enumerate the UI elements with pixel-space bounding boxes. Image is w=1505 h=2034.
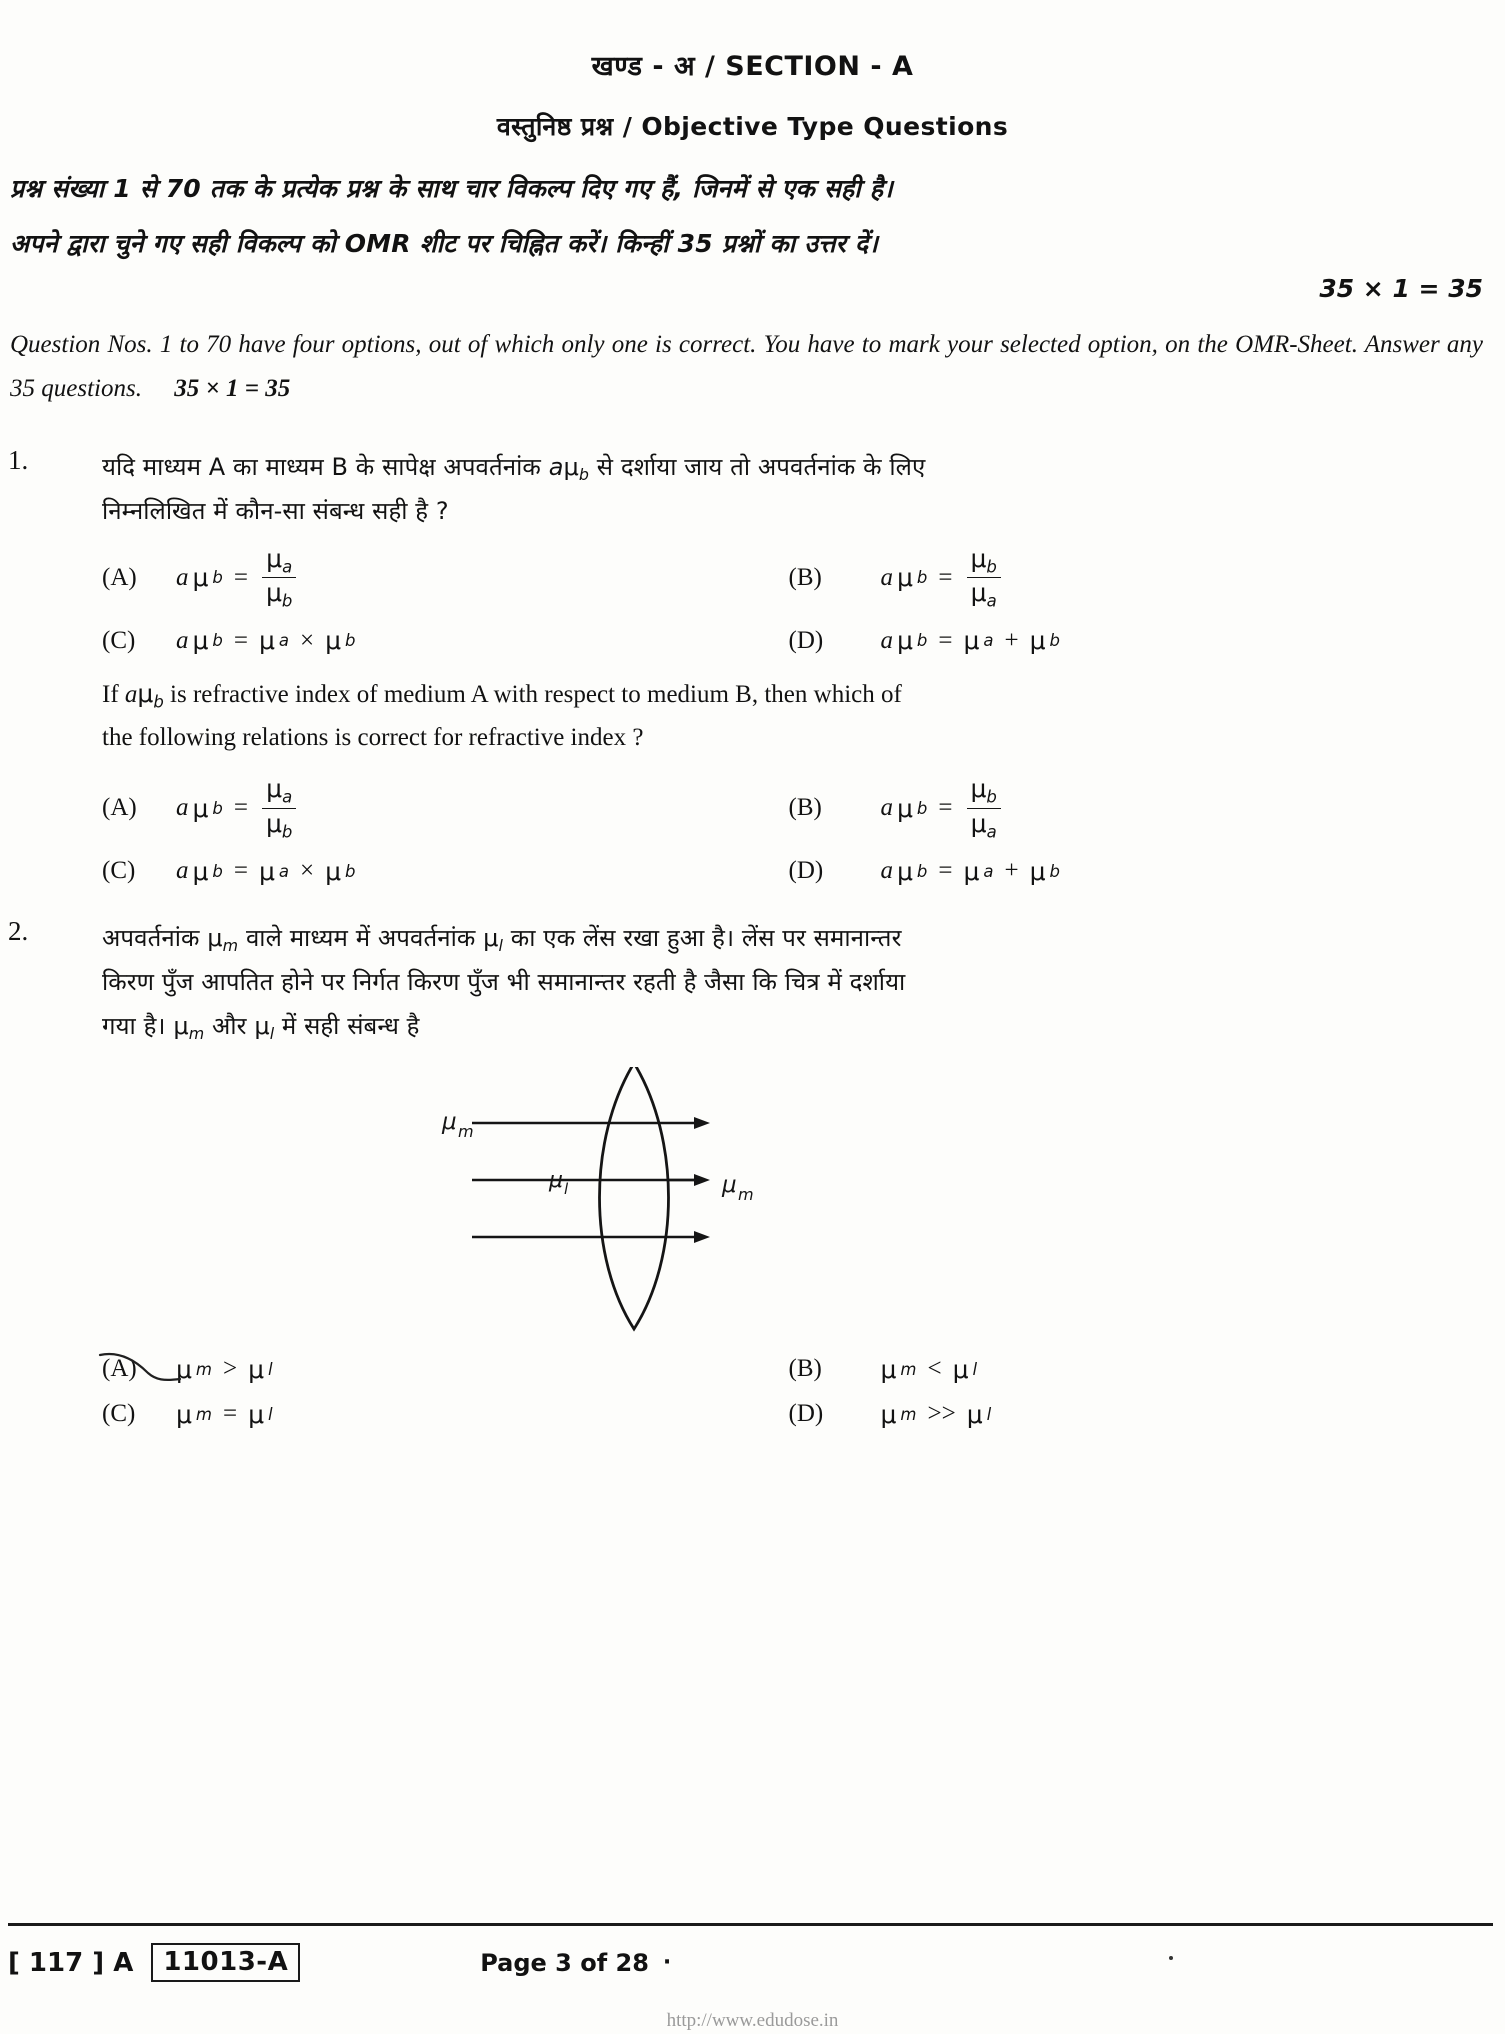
question-1-hindi-part-1: यदि माध्यम A का माध्यम B के सापेक्ष अपवर्तनांक xyxy=(102,452,541,481)
option-B-q2-tag: (B) xyxy=(788,1355,822,1383)
option-C-tag: (C) xyxy=(102,626,136,654)
svg-text:μ: μ xyxy=(549,1167,563,1193)
question-2-hindi-line-3b: और xyxy=(212,1012,247,1041)
footer-divider xyxy=(8,1923,1493,1926)
question-1-english xyxy=(102,673,1505,759)
option-B-en-expression: a μ b = $\frac{\mu_b}{\mu_a}$ xyxy=(881,775,1004,840)
question-2-hindi xyxy=(102,916,1505,1049)
mu-m-inline-2: $\mu_m$ xyxy=(173,1012,205,1044)
mu-l-inline-2: $\mu_l$ xyxy=(254,1012,275,1044)
option-D-q2-expression: μ m >> μ l xyxy=(880,1399,992,1429)
question-1-english-part-2: is refractive index of medium A with respect to medium B, then which of xyxy=(170,681,902,709)
option-D-expression: a μ b = μ a + μ b xyxy=(880,626,1061,656)
svg-text:m: m xyxy=(458,1121,474,1141)
scan-artifact-dot-icon xyxy=(1169,1956,1173,1960)
option-A-en-tag: (A) xyxy=(102,794,137,822)
option-A-en[interactable] xyxy=(102,775,789,840)
question-2-hindi-line-2: किरण पुँज आपतित होने पर निर्गत किरण पुँज भी समानान्तर रहती है जैसा कि चित्र में दर्शाया xyxy=(102,967,906,996)
question-2-hindi-line-3c: में सही संबन्ध है xyxy=(281,1012,420,1041)
question-2 xyxy=(0,916,1505,1429)
option-B-q2-expression: μ m < μ l xyxy=(880,1354,978,1384)
source-watermark: http://www.edudose.in xyxy=(666,2010,839,2031)
option-C-expression: a μ b = μ a × μ b xyxy=(176,626,356,656)
question-2-hindi-part-1: अपवर्तनांक xyxy=(102,923,200,952)
option-B-expression: a μ b = $\frac{\mu_b}{\mu_a}$ xyxy=(881,545,1004,610)
option-A-tag: (A) xyxy=(102,563,137,591)
option-D-q2-tag: (D) xyxy=(788,1400,824,1428)
question-2-hindi-part-2: वाले माध्यम में अपवर्तनांक xyxy=(245,923,476,952)
option-A-expression: a μ b = $\frac{\mu_a}{\mu_b}$ xyxy=(176,545,299,610)
option-B-q2[interactable] xyxy=(789,1355,1476,1384)
option-C-en-expression: a μ b = μ a × μ b xyxy=(176,856,356,886)
paper-code: 11013-A xyxy=(151,1943,300,1982)
footer-dot-icon: · xyxy=(662,1950,672,1975)
option-B[interactable] xyxy=(789,545,1476,610)
question-1-hindi-part-2: से दर्शाया जाय तो अपवर्तनांक के लिए xyxy=(596,452,926,481)
question-2-options xyxy=(102,1355,1505,1429)
option-C-en[interactable] xyxy=(102,857,789,886)
option-B-en[interactable] xyxy=(789,775,1476,840)
option-D-tag: (D) xyxy=(788,626,824,654)
question-1-hindi-line-2: निम्नलिखित में कौन-सा संबन्ध सही है ? xyxy=(102,496,449,525)
mu-m-inline-1: $\mu_m$ xyxy=(207,923,239,955)
question-1-hindi xyxy=(102,445,1505,534)
option-D-en-expression: a μ b = μ a + μ b xyxy=(880,856,1061,886)
option-D-en[interactable] xyxy=(789,857,1476,886)
objective-heading: वस्तुनिष्ठ प्रश्न / Objective Type Questions xyxy=(496,112,1009,141)
option-D-en-tag: (D) xyxy=(788,857,824,885)
option-C-q2-expression: μ m = μ l xyxy=(176,1399,273,1429)
question-1-hindi-math-inline: $a\mu_b$ xyxy=(548,452,590,484)
page-number: Page 3 of 28 xyxy=(480,1948,649,1977)
instruction-hindi-line-2: अपने द्वारा चुने गए सही विकल्प को OMR शीट पर चिह्नित करें। किन्हीं 35 प्रश्नों का उत्तर दें। xyxy=(10,228,879,258)
svg-text:μ: μ xyxy=(442,1108,457,1135)
option-A[interactable] xyxy=(102,545,789,610)
question-1-options-hindi xyxy=(102,545,1505,655)
instruction-hindi-marks: 35 × 1 = 35 xyxy=(1319,274,1483,303)
question-1-options-english xyxy=(102,775,1505,885)
option-A-q2-expression: μ m > μ l xyxy=(176,1354,273,1384)
instruction-hindi-line-1: प्रश्न संख्या 1 से 70 तक के प्रत्येक प्रश्न के साथ चार विकल्प दिए गए हैं, जिनमें से एक सही है। xyxy=(10,174,893,203)
option-B-en-tag: (B) xyxy=(788,794,822,822)
option-C-q2-tag: (C) xyxy=(102,1400,136,1428)
svg-text:m: m xyxy=(738,1184,754,1204)
option-A-q2[interactable] xyxy=(102,1355,789,1384)
option-D[interactable] xyxy=(789,626,1476,655)
question-1-english-line-2: the following relations is correct for refractive index ? xyxy=(102,723,644,751)
question-1-number: 1. xyxy=(8,444,29,475)
option-C-en-tag: (C) xyxy=(102,857,136,885)
question-2-hindi-part-3: का एक लेंस रखा हुआ है। लेंस पर समानान्तर xyxy=(510,923,902,952)
option-B-tag: (B) xyxy=(788,563,822,591)
lens-figure xyxy=(102,1067,1505,1333)
question-1-english-math-inline: $a\mu_b$ xyxy=(124,679,164,712)
option-A-en-expression: a μ b = $\frac{\mu_a}{\mu_b}$ xyxy=(176,775,299,840)
instruction-english xyxy=(10,323,1483,411)
svg-text:l: l xyxy=(564,1179,569,1198)
option-D-q2[interactable] xyxy=(789,1400,1476,1429)
svg-text:μ: μ xyxy=(722,1171,737,1198)
section-heading: खण्ड - अ / SECTION - A xyxy=(591,51,914,82)
option-C-q2[interactable] xyxy=(102,1400,789,1429)
option-C[interactable] xyxy=(102,626,789,655)
option-A-q2-tag: (A) xyxy=(102,1355,137,1383)
question-1-english-part-1: If xyxy=(102,681,119,709)
question-1 xyxy=(0,445,1505,886)
instruction-english-text: Question Nos. 1 to 70 have four options, out of which only one is correct. You have to mark your selected option, on the OMR-Sheet. Answer any 35 questions. xyxy=(10,331,1483,402)
question-2-number: 2. xyxy=(8,915,29,946)
page-footer xyxy=(8,1943,1493,1982)
lens-diagram-svg xyxy=(432,1067,992,1333)
mu-l-inline-1: $\mu_l$ xyxy=(483,923,504,955)
set-code: [ 117 ] A xyxy=(8,1947,134,1978)
instruction-english-marks: 35 × 1 = 35 xyxy=(174,374,291,402)
question-2-hindi-line-3a: गया है। xyxy=(102,1012,166,1041)
